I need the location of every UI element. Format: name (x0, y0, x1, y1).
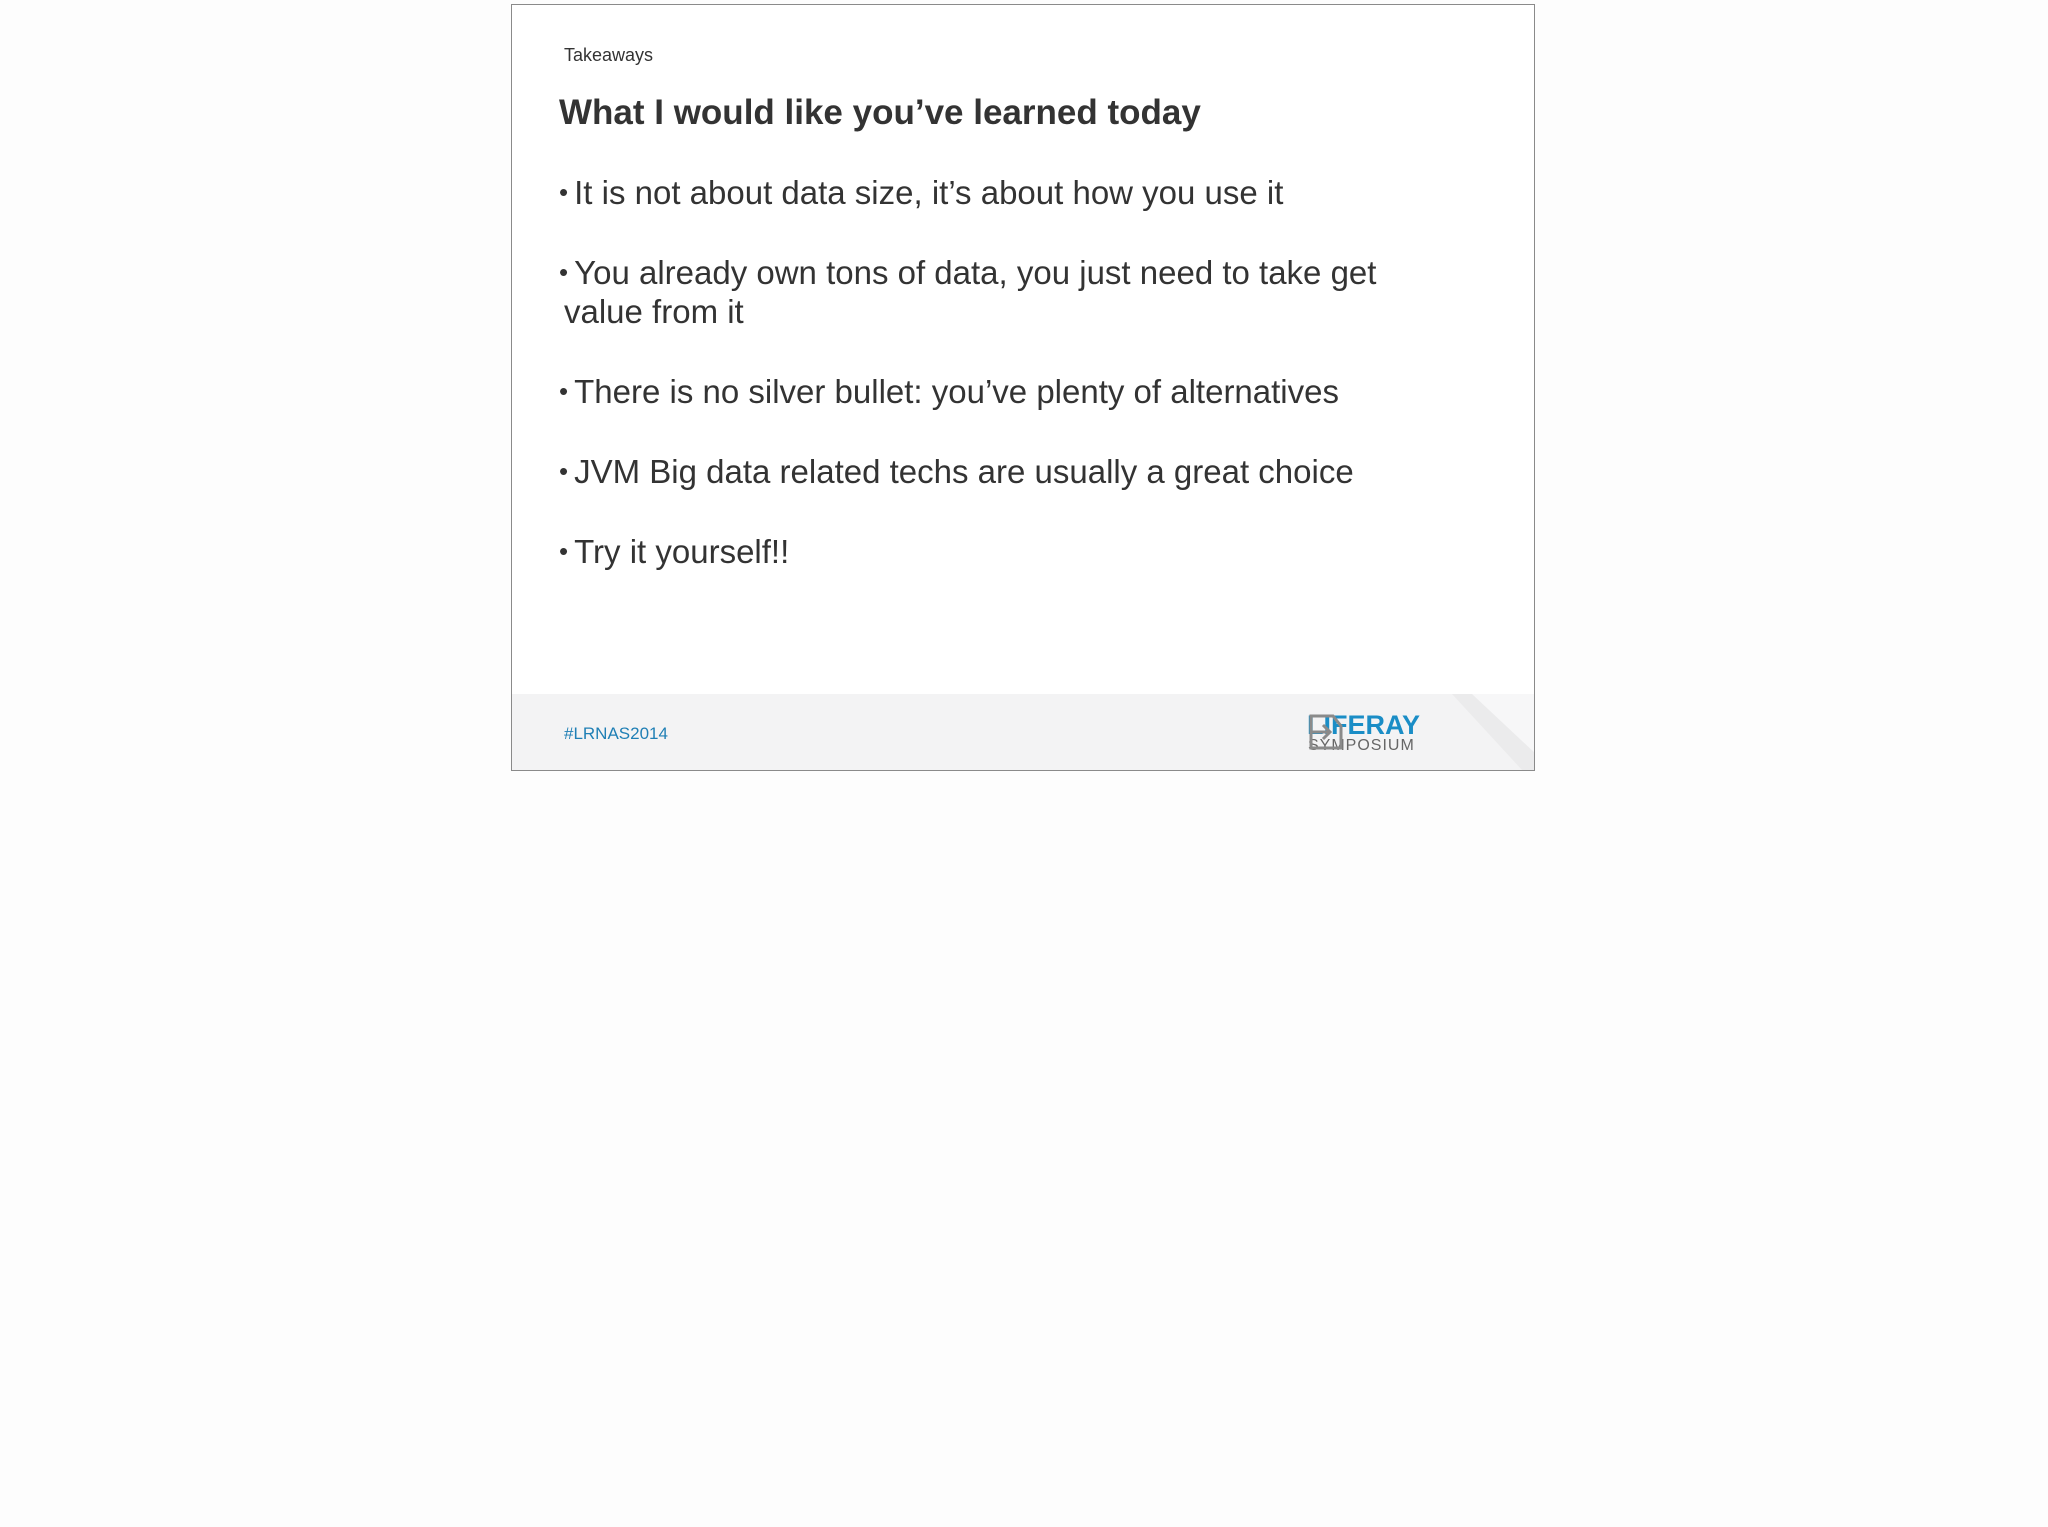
bullet-marker: • (559, 376, 569, 406)
bullet-text: You already own tons of data, you just need to take get value from it (564, 254, 1377, 330)
bullet-item (559, 372, 1459, 411)
bullet-text: It is not about data size, it’s about how you use it (574, 174, 1284, 211)
slide-title: What I would like you’ve learned today (559, 93, 1201, 132)
bullet-item (559, 452, 1459, 491)
bullet-marker: • (559, 257, 569, 287)
bullet-marker: • (559, 536, 569, 566)
section-label: Takeaways (564, 45, 654, 65)
bullet-text: Try it yourself!! (574, 533, 790, 570)
bullet-item (559, 173, 1459, 212)
slide (511, 4, 1535, 771)
logo-subtitle: SYMPOSIUM (1308, 737, 1415, 754)
bullet-item (559, 253, 1459, 331)
bullet-marker: • (559, 177, 569, 207)
bullet-text: JVM Big data related techs are usually a great choice (574, 453, 1354, 490)
logo-wordmark: LIFERAY (1307, 710, 1421, 740)
bullet-marker: • (559, 456, 569, 486)
arrow-in-box-icon (1307, 712, 1345, 752)
hashtag: #LRNAS2014 (564, 724, 668, 743)
bullet-text: There is no silver bullet: you’ve plenty of alternatives (574, 373, 1339, 410)
bullet-list (559, 173, 1459, 612)
slide-footer (512, 694, 1534, 770)
bullet-item (559, 532, 1459, 571)
liferay-symposium-logo (1307, 712, 1467, 756)
